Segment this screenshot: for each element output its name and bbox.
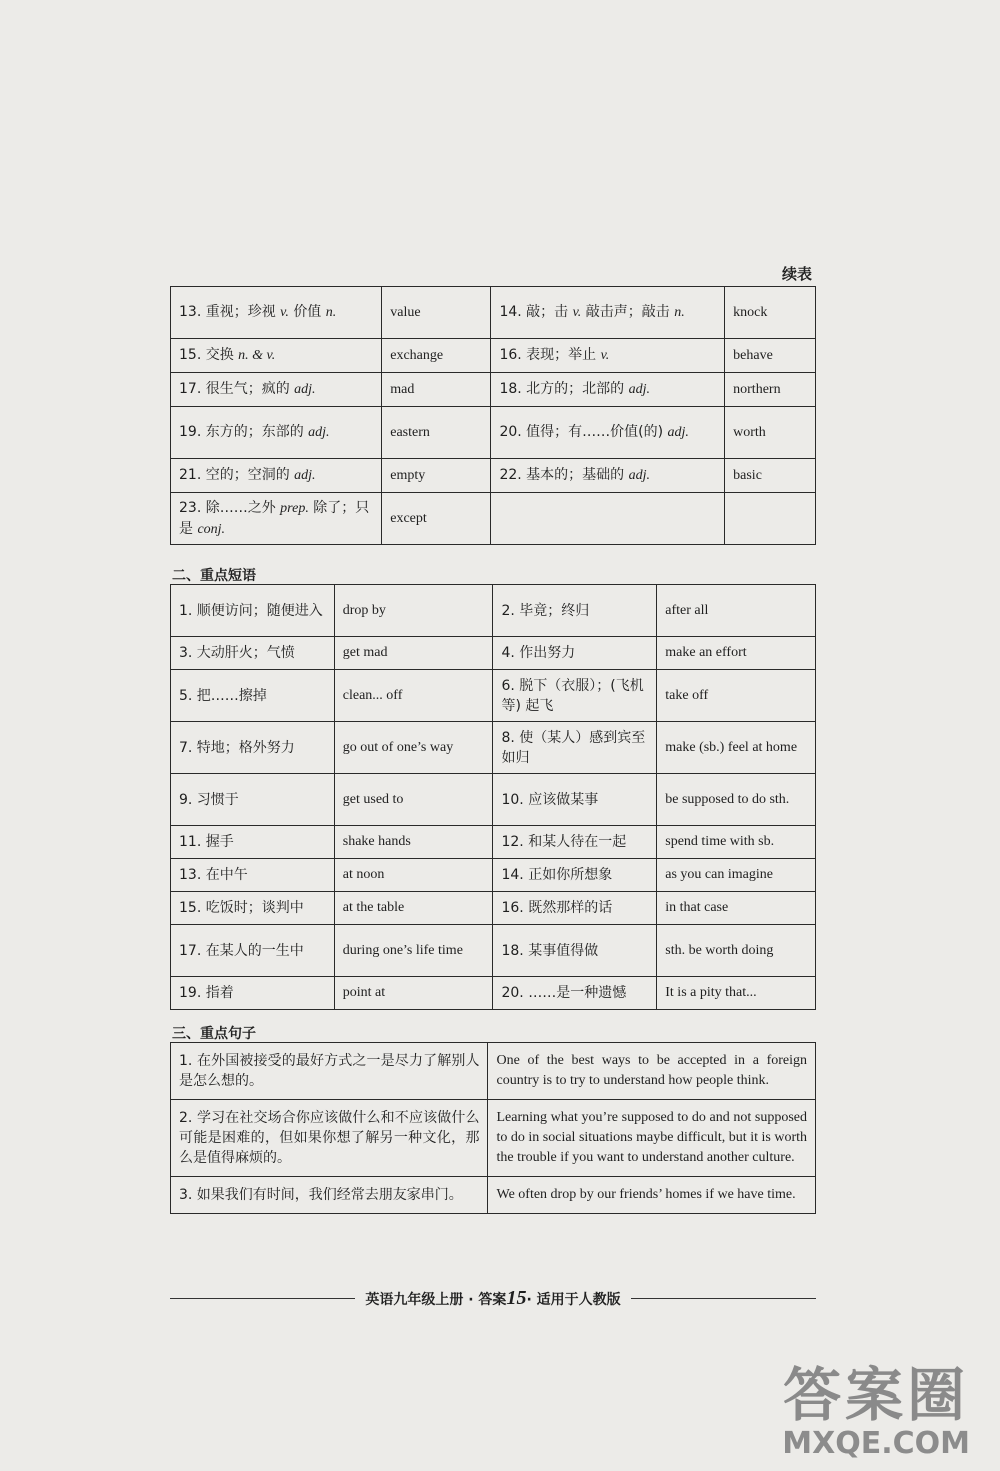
- vocab-english-cell: [725, 493, 816, 545]
- vocab-pos-text: adj.: [628, 382, 650, 397]
- footer-rule-right: [631, 1298, 816, 1299]
- vocab-chinese-cell: [171, 407, 382, 459]
- phrase-english-cell: during one’s life time: [334, 925, 493, 977]
- vocab-pos-text: v.: [572, 305, 582, 320]
- vocab-pos-text: v.: [280, 305, 289, 320]
- sentence-english-cell: One of the best ways to be accepted in a foreign country is to try to understand how people think.: [488, 1043, 816, 1100]
- table-row: [171, 670, 816, 722]
- vocab-chinese-text: 18. 北方的；北部的: [499, 381, 625, 397]
- vocab-chinese-text: 14. 敲；击: [499, 304, 569, 320]
- vocab-chinese-cell: [171, 493, 382, 545]
- vocab-chinese-cell: [491, 287, 725, 339]
- phrase-chinese-cell: 16. 既然那样的话: [493, 892, 657, 925]
- phrase-chinese-cell: 14. 正如你所想象: [493, 859, 657, 892]
- phrase-chinese-cell: 20. ……是一种遗憾: [493, 977, 657, 1010]
- site-watermark: [782, 1348, 970, 1461]
- vocab-pos-text-2: conj.: [197, 521, 226, 537]
- vocab-chinese-text: 22. 基本的；基础的: [499, 467, 625, 483]
- sentence-chinese-cell: 2. 学习在社交场合你应该做什么和不应该做什么可能是困难的，但如果你想了解另一种文化，那么是值得麻烦的。: [171, 1100, 488, 1177]
- table-row: [171, 373, 816, 407]
- phrase-chinese-cell: 15. 吃饭时；谈判中: [171, 892, 335, 925]
- table-row: [171, 977, 816, 1010]
- phrase-english-cell: as you can imagine: [657, 859, 816, 892]
- sentences-section-title: 三、重点句子: [172, 1026, 256, 1042]
- phrase-english-cell: sth. be worth doing: [657, 925, 816, 977]
- phrase-chinese-cell: 10. 应该做某事: [493, 774, 657, 826]
- phrase-english-cell: clean... off: [334, 670, 493, 722]
- phrase-chinese-cell: 5. 把……擦掉: [171, 670, 335, 722]
- table-row: [171, 774, 816, 826]
- vocab-english-cell: empty: [382, 459, 491, 493]
- sentence-english-cell: We often drop by our friends’ homes if we have time.: [488, 1177, 816, 1214]
- vocab-english-cell: except: [382, 493, 491, 545]
- table-row: [171, 407, 816, 459]
- phrase-chinese-cell: 18. 某事值得做: [493, 925, 657, 977]
- phrase-english-cell: It is a pity that...: [657, 977, 816, 1010]
- vocab-english-cell: mad: [382, 373, 491, 407]
- vocab-chinese-text: 16. 表现；举止: [499, 347, 597, 363]
- sentence-chinese-cell: 1. 在外国被接受的最好方式之一是尽力了解别人是怎么想的。: [171, 1043, 488, 1100]
- phrase-chinese-cell: 17. 在某人的一生中: [171, 925, 335, 977]
- phrase-english-cell: in that case: [657, 892, 816, 925]
- vocab-pos-text: adj.: [294, 382, 316, 397]
- vocab-chinese-cell: [171, 287, 382, 339]
- vocab-chinese-cell: [171, 339, 382, 373]
- phrase-english-cell: get used to: [334, 774, 493, 826]
- phrase-english-cell: at noon: [334, 859, 493, 892]
- phrase-chinese-cell: 6. 脱下（衣服）；(飞机等) 起飞: [493, 670, 657, 722]
- vocab-pos-text: adj.: [667, 425, 689, 440]
- table-row: [171, 287, 816, 339]
- vocab-chinese-text: 21. 空的；空洞的: [179, 467, 290, 483]
- phrase-english-cell: get mad: [334, 637, 493, 670]
- phrase-chinese-cell: 1. 顺便访问；随便进入: [171, 585, 335, 637]
- vocab-chinese-text: 13. 重视；珍视: [179, 304, 276, 320]
- table-row: [171, 859, 816, 892]
- table-row: [171, 1177, 816, 1214]
- vocab-pos-text: prep.: [280, 500, 309, 516]
- vocab-chinese-cell: [491, 407, 725, 459]
- table-row: [171, 1043, 816, 1100]
- table-row: [171, 459, 816, 493]
- footer-rule-left: [170, 1298, 355, 1299]
- vocab-chinese-cell: [171, 459, 382, 493]
- phrase-english-cell: drop by: [334, 585, 493, 637]
- vocab-chinese-cell: [491, 493, 725, 545]
- phrase-chinese-cell: 8. 使（某人）感到宾至如归: [493, 722, 657, 774]
- phrase-chinese-cell: 2. 毕竟；终归: [493, 585, 657, 637]
- vocab-chinese-text-2: 敲击声；敲击: [585, 304, 670, 320]
- vocab-pos-text: adj.: [628, 468, 650, 483]
- footer-right-text: · 适用于人教版: [526, 1292, 621, 1308]
- sentences-table: [170, 1042, 816, 1214]
- vocab-english-cell: eastern: [382, 407, 491, 459]
- watermark-logo-text: 答案圈: [783, 1361, 970, 1429]
- table-row: [171, 892, 816, 925]
- phrase-chinese-cell: 3. 大动肝火；气愤: [171, 637, 335, 670]
- phrase-chinese-cell: 4. 作出努力: [493, 637, 657, 670]
- vocab-pos-text: n. & v.: [238, 348, 276, 363]
- table-row: [171, 339, 816, 373]
- table-row: [171, 925, 816, 977]
- phrase-english-cell: point at: [334, 977, 493, 1010]
- phrase-chinese-cell: 9. 习惯于: [171, 774, 335, 826]
- vocab-pos-text: v.: [600, 348, 610, 363]
- vocab-pos-text-2: n.: [674, 305, 685, 320]
- vocab-chinese-cell: [491, 339, 725, 373]
- phrase-english-cell: spend time with sb.: [657, 826, 816, 859]
- footer-text: [365, 1287, 620, 1310]
- sentence-english-cell: Learning what you’re supposed to do and not supposed to do in social situations maybe difficult, but it is worth the trouble if you want to understand another culture.: [488, 1100, 816, 1177]
- vocab-pos-text: adj.: [294, 468, 316, 483]
- table-row: [171, 826, 816, 859]
- vocab-english-cell: basic: [725, 459, 816, 493]
- phrase-english-cell: be supposed to do sth.: [657, 774, 816, 826]
- phrase-chinese-cell: 7. 特地；格外努力: [171, 722, 335, 774]
- vocab-chinese-cell: [171, 373, 382, 407]
- phrase-english-cell: take off: [657, 670, 816, 722]
- page-footer: [170, 1287, 816, 1310]
- phrase-chinese-cell: 13. 在中午: [171, 859, 335, 892]
- sentence-chinese-cell: 3. 如果我们有时间，我们经常去朋友家串门。: [171, 1177, 488, 1214]
- table-row: [171, 493, 816, 545]
- phrase-chinese-cell: 11. 握手: [171, 826, 335, 859]
- vocab-chinese-cell: [491, 373, 725, 407]
- phrase-english-cell: make (sb.) feel at home: [657, 722, 816, 774]
- vocab-english-cell: northern: [725, 373, 816, 407]
- watermark-url: MXQE.COM: [782, 1426, 970, 1461]
- phrases-table: [170, 584, 816, 1010]
- vocab-chinese-text-2: 除了；只是: [179, 499, 370, 537]
- vocab-chinese-text: 20. 值得；有……价值(的): [499, 424, 664, 440]
- vocab-english-cell: exchange: [382, 339, 491, 373]
- continued-label: 续表: [781, 265, 812, 283]
- vocab-english-cell: knock: [725, 287, 816, 339]
- vocab-chinese-text: 23. 除……之外: [179, 499, 276, 516]
- footer-left-text: 英语九年级上册 · 答案: [365, 1292, 507, 1308]
- phrase-chinese-cell: 12. 和某人待在一起: [493, 826, 657, 859]
- phrase-english-cell: shake hands: [334, 826, 493, 859]
- vocab-pos-text: adj.: [308, 425, 330, 440]
- vocab-chinese-text: 15. 交换: [179, 347, 234, 363]
- phrase-chinese-cell: 19. 指着: [171, 977, 335, 1010]
- vocab-chinese-text: 17. 很生气；疯的: [179, 381, 290, 397]
- phrases-section-title: 二、重点短语: [172, 568, 256, 584]
- table-row: [171, 722, 816, 774]
- vocab-english-cell: value: [382, 287, 491, 339]
- vocab-chinese-cell: [491, 459, 725, 493]
- phrase-english-cell: make an effort: [657, 637, 816, 670]
- phrase-english-cell: at the table: [334, 892, 493, 925]
- vocab-english-cell: worth: [725, 407, 816, 459]
- vocabulary-table: [170, 286, 816, 545]
- vocab-english-cell: behave: [725, 339, 816, 373]
- phrase-english-cell: go out of one’s way: [334, 722, 493, 774]
- vocab-pos-text-2: n.: [325, 305, 337, 320]
- table-row: [171, 1100, 816, 1177]
- vocab-chinese-text: 19. 东方的；东部的: [179, 424, 304, 440]
- phrase-english-cell: after all: [657, 585, 816, 637]
- table-row: [171, 585, 816, 637]
- table-row: [171, 637, 816, 670]
- page-number: 15: [506, 1287, 527, 1309]
- vocab-chinese-text-2: 价值: [293, 304, 322, 320]
